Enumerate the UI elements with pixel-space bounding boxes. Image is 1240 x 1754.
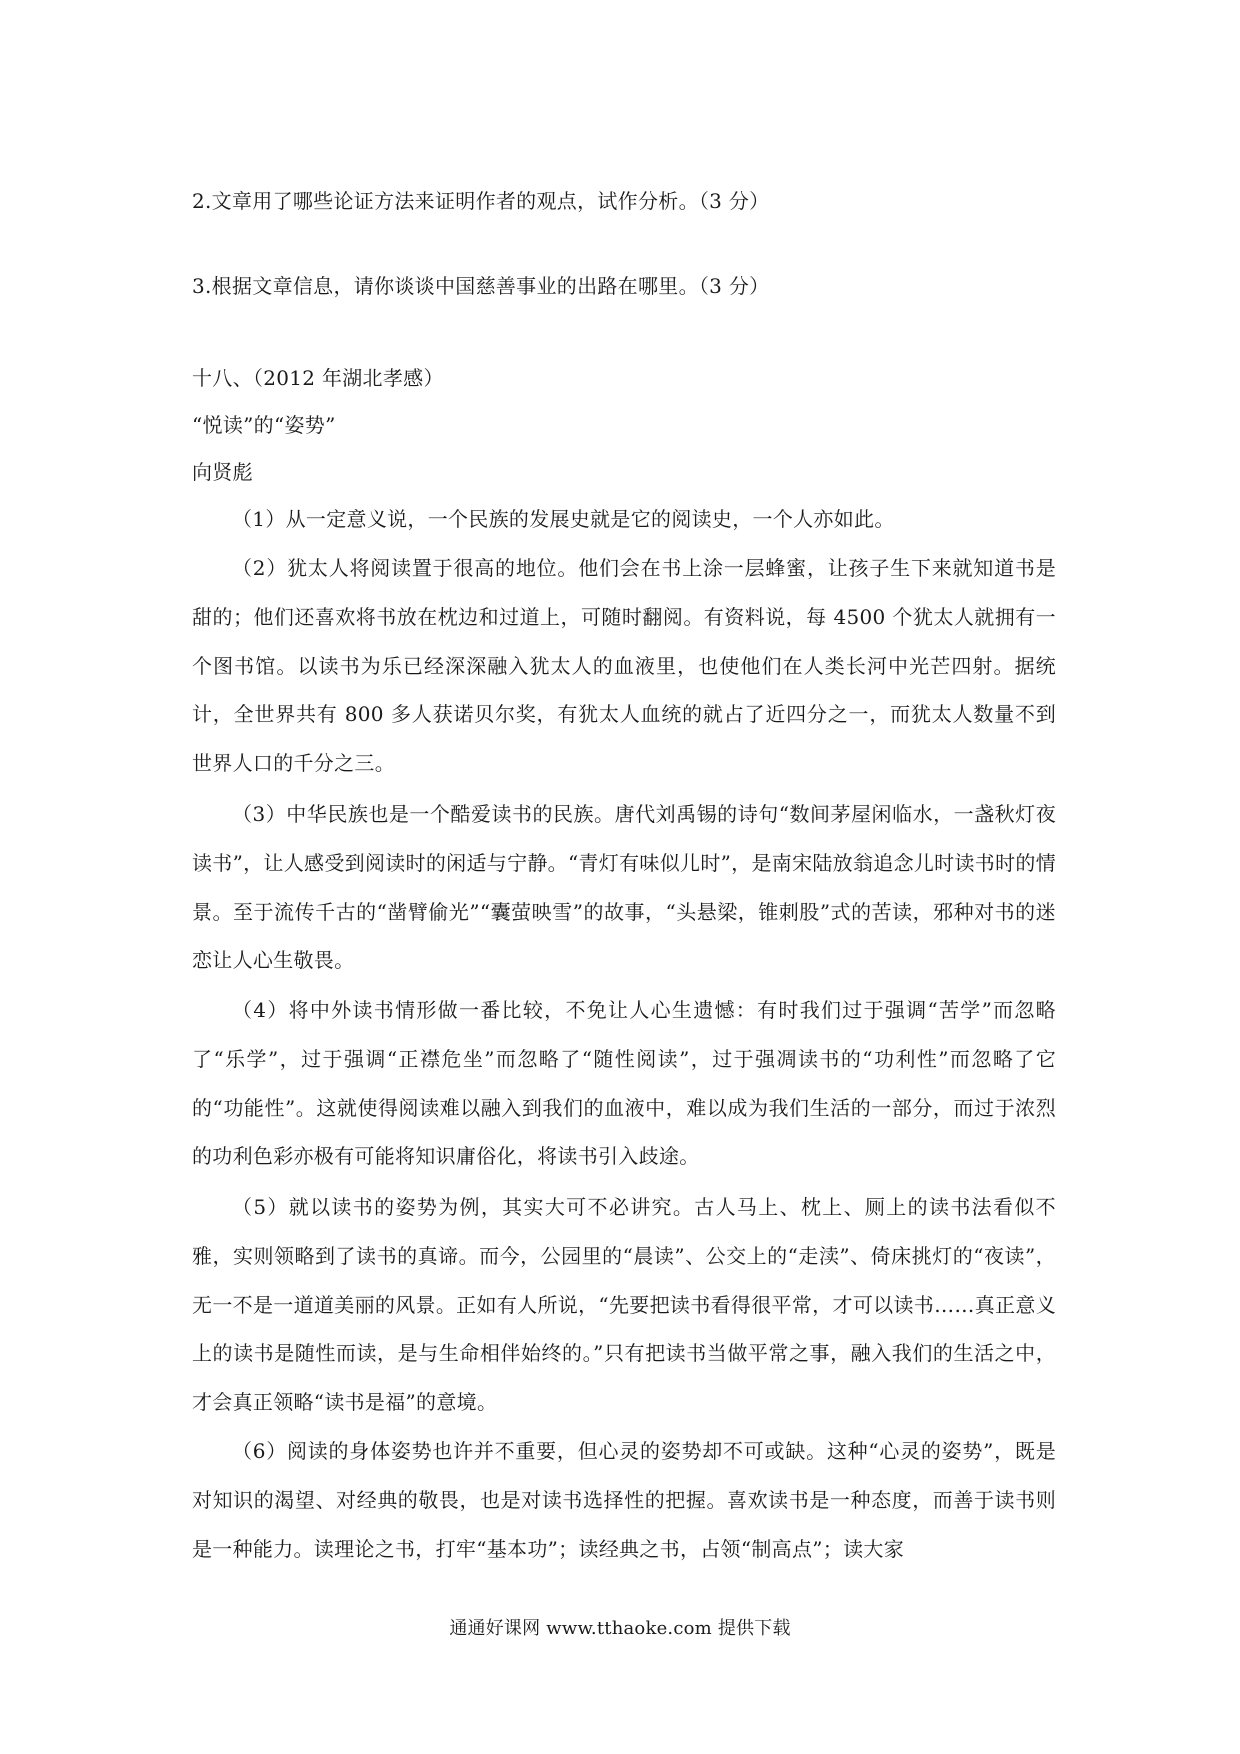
article-title: “悦读”的“姿势” (192, 413, 336, 437)
question-3: 3.根据文章信息，请你谈谈中国慈善事业的出路在哪里。（3 分） (192, 274, 770, 298)
page-footer: 通通好课网 www.tthaoke.com 提供下载 (449, 1618, 791, 1639)
paragraph-2: （2）犹太人将阅读置于很高的地位。他们会在书上涂一层蜂蜜，让孩子生下来就知道书是甜的；他们还喜欢将书放在枕边和过道上，可随时翻阅。有资料说，每 4500 个犹太人就拥有一个图书馆。以读书为乐已经深深融入犹太人的血液里，也使他们在人类长河中光芒四射。据统计，全世界共有 800 多人获诺贝尔奖，有犹太人血统的就占了近四分之一，而犹太人数量不到世界人口的千分之三。 (192, 556, 1056, 776)
section-heading: 十八、（2012 年湖北孝感） (192, 366, 444, 390)
paragraph-1: （1）从一定意义说，一个民族的发展史就是它的阅读史，一个人亦如此。 (232, 507, 895, 531)
question-2: 2.文章用了哪些论证方法来证明作者的观点，试作分析。（3 分） (192, 189, 770, 213)
paragraph-3: （3）中华民族也是一个酷爱读书的民族。唐代刘禹锡的诗句“数间茅屋闲临水，一盏秋灯夜读书”，让人感受到阅读时的闲适与宁静。“青灯有味似儿时”，是南宋陆放翁追念儿时读书时的情景。至于流传千古的“凿臂偷光”“囊萤映雪”的故事，“头悬梁，锥刺股”式的苦读，邪种对书的迷恋让人心生敬畏。 (192, 802, 1056, 973)
paragraph-6: （6）阅读的身体姿势也许并不重要，但心灵的姿势却不可或缺。这种“心灵的姿势”，既是对知识的渴望、对经典的敬畏，也是对读书选择性的把握。喜欢读书是一种态度，而善于读书则是一种能力。读理论之书，打牢“基本功”；读经典之书，占领“制高点”；读大家 (192, 1439, 1056, 1561)
paragraph-4: （4）将中外读书情形做一番比较，不免让人心生遗憾：有时我们过于强调“苦学”而忽略了“乐学”，过于强调“正襟危坐”而忽略了“随性阅读”，过于强凋读书的“功利性”而忽略了它的“功能性”。这就使得阅读难以融入到我们的血液中，难以成为我们生活的一部分，而过于浓烈的功利色彩亦极有可能将知识庸俗化，将读书引入歧途。 (192, 998, 1056, 1169)
paragraph-5: （5）就以读书的姿势为例，其实大可不必讲究。古人马上、枕上、厕上的读书法看似不雅，实则领略到了读书的真谛。而今，公园里的“晨读”、公交上的“走渎”、倚床挑灯的“夜读”，无一不是一道道美丽的风景。正如有人所说，“先要把读书看得很平常，才可以读书……真正意义上的读书是随性而读，是与生命相伴始终的。”只有把读书当做平常之事，融入我们的生活之中，才会真正领略“读书是福”的意境。 (192, 1195, 1056, 1415)
article-author: 向贤彪 (192, 460, 253, 484)
